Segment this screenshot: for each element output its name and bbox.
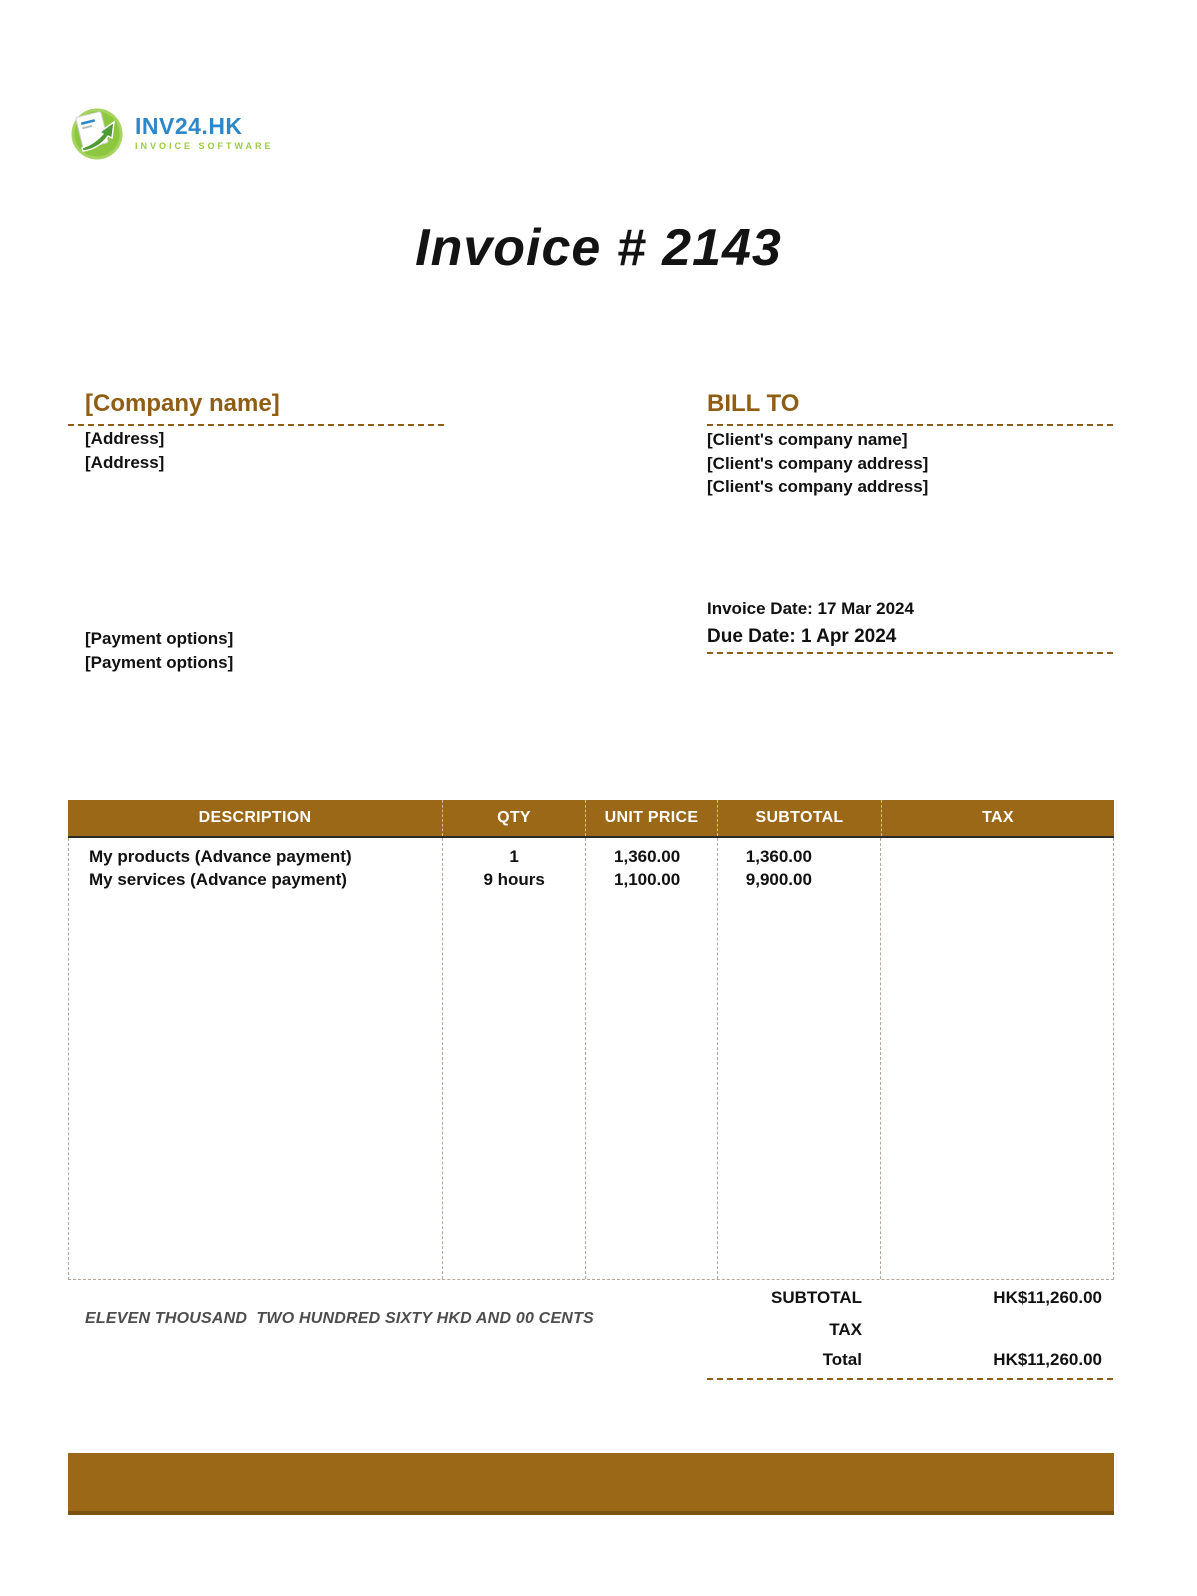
bill-to-line-1: [Client's company name]: [707, 430, 908, 449]
bill-to-heading: BILL TO: [707, 390, 800, 417]
logo-tagline: INVOICE SOFTWARE: [135, 141, 274, 151]
logo-name: INV24.HK: [135, 113, 243, 139]
row-subtotal: 1,360.00: [745, 847, 812, 866]
header-tax: TAX: [881, 800, 1114, 836]
logo: [70, 106, 274, 160]
row-subtotal: 9,900.00: [745, 870, 812, 889]
payment-options-line-1: [Payment options]: [85, 629, 234, 648]
amount-in-words: ELEVEN THOUSAND TWO HUNDRED SIXTY HKD AND 00 CENTS: [85, 1310, 594, 1327]
items-table-body: [68, 838, 1114, 1280]
column-subtotal: [717, 838, 881, 1279]
header-qty: QTY: [442, 800, 585, 836]
column-unit-price: [585, 838, 717, 1279]
row-unit-price: 1,100.00: [614, 870, 681, 889]
tax-value: [862, 1320, 1102, 1340]
subtotal-label: SUBTOTAL: [771, 1288, 862, 1307]
total-label: Total: [822, 1350, 862, 1369]
inv24-logo-icon: [70, 106, 128, 160]
column-qty: [442, 838, 585, 1279]
header-description: DESCRIPTION: [198, 809, 312, 826]
total-row: [707, 1350, 1102, 1370]
tax-row: [707, 1320, 1102, 1340]
row-qty: 1: [509, 847, 519, 866]
logo-text: [135, 115, 274, 151]
footer-bar: [68, 1453, 1114, 1515]
total-underline: [707, 1378, 1113, 1380]
subtotal-value: HK$11,260.00: [993, 1288, 1102, 1307]
company-underline: [68, 424, 444, 426]
bill-to-underline: [707, 424, 1113, 426]
header-unit-price: UNIT PRICE: [585, 800, 717, 836]
tax-label: TAX: [829, 1320, 862, 1339]
subtotal-row: [707, 1288, 1102, 1308]
invoice-date: Invoice Date: 17 Mar 2024: [707, 599, 914, 618]
row-unit-price: 1,360.00: [614, 847, 681, 866]
bill-to-line-2: [Client's company address]: [707, 454, 929, 473]
row-qty: 9 hours: [483, 870, 545, 889]
due-date: Due Date: 1 Apr 2024: [707, 626, 897, 647]
items-table: [68, 800, 1114, 1280]
due-date-underline: [707, 652, 1113, 654]
company-address-line-1: [Address]: [85, 429, 165, 448]
items-table-header: [68, 800, 1114, 838]
column-tax: [880, 838, 1113, 1279]
payment-options-line-2: [Payment options]: [85, 653, 234, 672]
row-description: My products (Advance payment): [89, 847, 352, 866]
bill-to-line-3: [Client's company address]: [707, 477, 929, 496]
total-value: HK$11,260.00: [993, 1350, 1102, 1369]
company-address-line-2: [Address]: [85, 453, 165, 472]
column-description: [69, 838, 442, 1279]
header-subtotal: SUBTOTAL: [717, 800, 881, 836]
company-name: [Company name]: [85, 390, 280, 417]
invoice-title: Invoice # 2143: [415, 219, 782, 277]
row-description: My services (Advance payment): [89, 870, 347, 889]
